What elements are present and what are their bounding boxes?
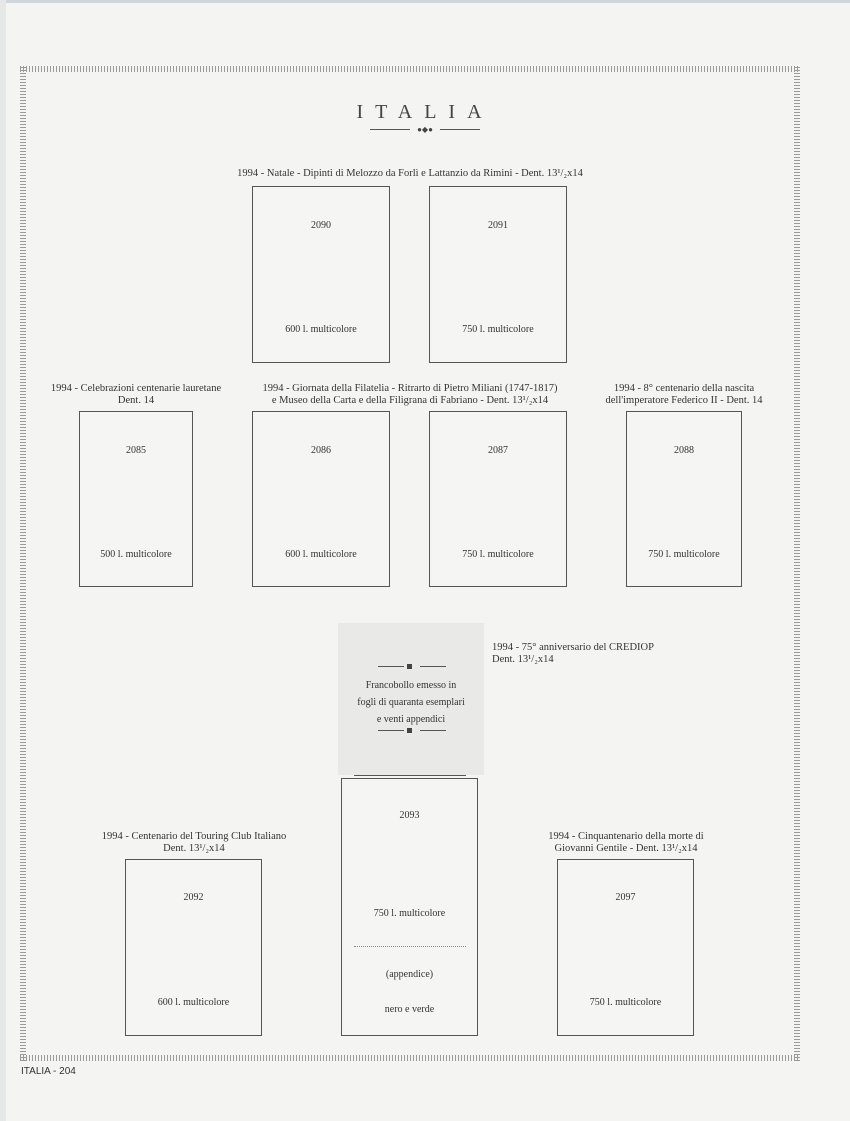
stamp-slot-2090 — [252, 186, 390, 363]
caption-line: Dent. 13¹/₂x14 — [492, 654, 554, 665]
page-title: ITALIA — [356, 101, 494, 123]
stamp-number: 2085 — [126, 445, 146, 456]
caption-line: 1994 - 75° anniversario del CREDIOP — [492, 642, 654, 653]
stamp-description: 500 l. multicolore — [100, 549, 172, 560]
appendix-description: nero e verde — [384, 1004, 435, 1015]
title-ornament: ●◆● — [370, 127, 480, 133]
stamp-slot-2091 — [429, 186, 567, 363]
caption-line: dell'imperatore Federico II - Dent. 14 — [605, 395, 763, 406]
caption-federico — [584, 383, 784, 407]
caption-touring — [76, 831, 312, 855]
stamp-description: 750 l. multicolore — [462, 549, 534, 560]
stamp-slot-2085 — [79, 411, 193, 587]
caption-crediop — [492, 642, 654, 666]
stamp-description: 750 l. multicolore — [462, 324, 534, 335]
stamp-slot-2093 — [341, 778, 478, 1036]
caption-line: Giovanni Gentile - Dent. 13¹/₂x14 — [554, 843, 698, 854]
stamp-slot-2087 — [429, 411, 567, 587]
info-line: e venti appendici — [376, 714, 446, 725]
stamp-description: 600 l. multicolore — [157, 997, 230, 1008]
stamp-description: 750 l. multicolore — [648, 549, 720, 560]
stamp-number: 2090 — [311, 220, 331, 231]
stamp-number: 2087 — [488, 445, 508, 456]
sheet-info-panel — [338, 623, 484, 775]
caption-natale: 1994 - Natale - Dipinti di Melozzo da Forlì e Lattanzio da Rimini - Dent. 13¹/₂x14 — [237, 168, 583, 179]
info-line: fogli di quaranta esemplari — [357, 697, 465, 708]
stamp-number: 2097 — [615, 892, 636, 903]
stamp-number: 2091 — [488, 220, 508, 231]
caption-lauretane — [36, 383, 236, 407]
stamp-slot-2092 — [125, 859, 262, 1036]
page-footer: ITALIA - 204 — [21, 1066, 76, 1077]
stamp-description: 750 l. multicolore — [589, 997, 662, 1008]
info-rule-bottom — [378, 727, 446, 735]
sheet-info-text — [338, 677, 484, 728]
frame-border-bottom — [20, 1055, 800, 1061]
caption-line: 1994 - Celebrazioni centenarie lauretane — [50, 383, 222, 394]
frame-border-right — [794, 66, 800, 1061]
appendix-label: (appendice) — [385, 969, 434, 980]
stamp-description: 600 l. multicolore — [285, 549, 357, 560]
stamp-slot-2097 — [557, 859, 694, 1036]
caption-line: 1994 - Giornata della Filatelia - Ritrarto di Pietro Miliani (1747-1817) — [262, 383, 558, 394]
stamp-number: 2088 — [674, 445, 694, 456]
frame-border-top — [20, 66, 800, 72]
stamp-number: 2092 — [183, 892, 204, 903]
caption-line: Dent. 14 — [117, 395, 155, 406]
stamp-number: 2086 — [311, 445, 331, 456]
caption-gentile — [516, 831, 736, 855]
stamp-slot-2086 — [252, 411, 390, 587]
stamp-description: 600 l. multicolore — [285, 324, 357, 335]
caption-line: e Museo della Carta e della Filigrana di Fabriano - Dent. 13¹/₂x14 — [271, 395, 549, 406]
separator-line — [354, 775, 466, 776]
caption-line: 1994 - 8° centenario della nascita — [613, 383, 755, 394]
info-rule-top — [378, 663, 446, 671]
caption-filatelia — [240, 383, 580, 407]
frame-border-left — [20, 66, 26, 1061]
info-line: Francobollo emesso in — [365, 680, 457, 691]
stamp-number: 2093 — [399, 810, 420, 821]
caption-line: Dent. 13¹/₂x14 — [163, 843, 225, 854]
caption-line: 1994 - Cinquantenario della morte di — [548, 831, 704, 842]
caption-line: 1994 - Centenario del Touring Club Italiano — [101, 831, 287, 842]
stamp-description: 750 l. multicolore — [373, 908, 446, 919]
top-edge — [0, 0, 850, 3]
stamp-slot-2088 — [626, 411, 742, 587]
appendix-divider — [354, 946, 466, 947]
